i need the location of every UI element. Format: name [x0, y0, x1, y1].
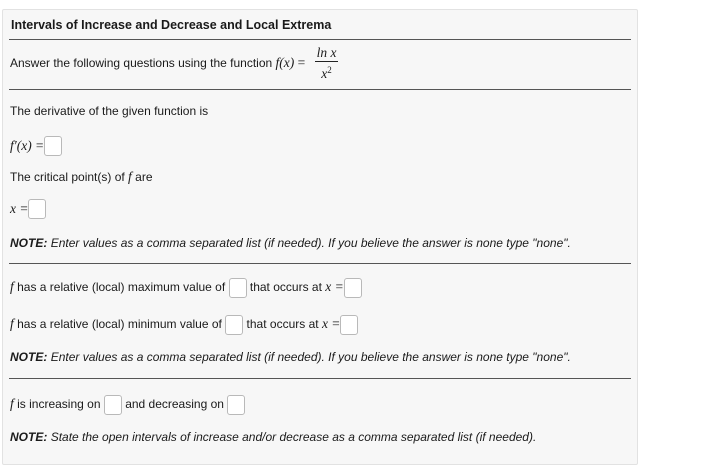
divider [9, 39, 631, 40]
fraction-denominator [315, 62, 339, 81]
increasing-interval-input[interactable] [104, 395, 122, 415]
decreasing-interval-input[interactable] [227, 395, 245, 415]
note-label: NOTE: [10, 350, 48, 364]
function-symbol: f [10, 279, 14, 294]
denominator-exponent: 2 [327, 65, 332, 76]
maximum-x-input[interactable] [344, 278, 362, 298]
fraction-numerator: ln x [316, 45, 337, 61]
critical-points-input[interactable] [28, 199, 46, 219]
minimum-value-input[interactable] [225, 315, 243, 335]
derivative-row [10, 134, 62, 158]
note-text: Enter values as a comma separated list (if needed). If you believe the answer is none type "none". [50, 350, 571, 364]
decreasing-text: and decreasing on [125, 397, 224, 411]
note-text: Enter values as a comma separated list (if needed). If you believe the answer is none type "none". [50, 236, 571, 250]
divider [9, 378, 631, 379]
function-name: f(x) [275, 55, 295, 70]
derivative-lhs: f′(x) = [10, 138, 45, 153]
problem-panel [2, 9, 638, 465]
note-values-2 [10, 350, 571, 364]
maximum-x-label: x = [325, 279, 344, 294]
note-text: State the open intervals of increase and/or decrease as a comma separated list (if needed). [50, 430, 537, 444]
divider [9, 263, 631, 264]
derivative-prompt: The derivative of the given function is [10, 104, 209, 118]
function-symbol: f [128, 169, 132, 184]
function-symbol: f [10, 316, 14, 331]
maximum-text: has a relative (local) maximum value of [17, 280, 226, 294]
intro-text: Answer the following questions using the function [10, 56, 273, 70]
minimum-occurs-text: that occurs at [246, 317, 319, 331]
maximum-occurs-text: that occurs at [249, 280, 322, 294]
note-values [10, 236, 571, 250]
function-symbol: f [10, 396, 14, 411]
problem-title: Intervals of Increase and Decrease and Local Extrema [11, 18, 332, 32]
function-fraction [315, 46, 339, 81]
increasing-text: is increasing on [17, 397, 101, 411]
critical-prompt-suffix: are [135, 170, 153, 184]
critical-prompt [10, 169, 153, 185]
minimum-text: has a relative (local) minimum value of [17, 317, 222, 331]
maximum-row [10, 275, 362, 299]
minimum-x-label: x = [321, 316, 341, 331]
maximum-value-input[interactable] [229, 278, 247, 298]
critical-row [10, 197, 46, 221]
minimum-x-input[interactable] [340, 315, 358, 335]
note-label: NOTE: [10, 430, 48, 444]
critical-prompt-text: The critical point(s) of [10, 170, 125, 184]
intro-line [10, 43, 338, 83]
derivative-input[interactable] [44, 136, 62, 156]
minimum-row [10, 312, 358, 336]
intervals-row [10, 392, 245, 416]
divider [9, 89, 631, 90]
equals-sign: = [297, 55, 306, 70]
critical-lhs: x = [10, 201, 29, 216]
denominator-base: x [321, 66, 328, 82]
note-intervals [10, 430, 536, 444]
note-label: NOTE: [10, 236, 48, 250]
